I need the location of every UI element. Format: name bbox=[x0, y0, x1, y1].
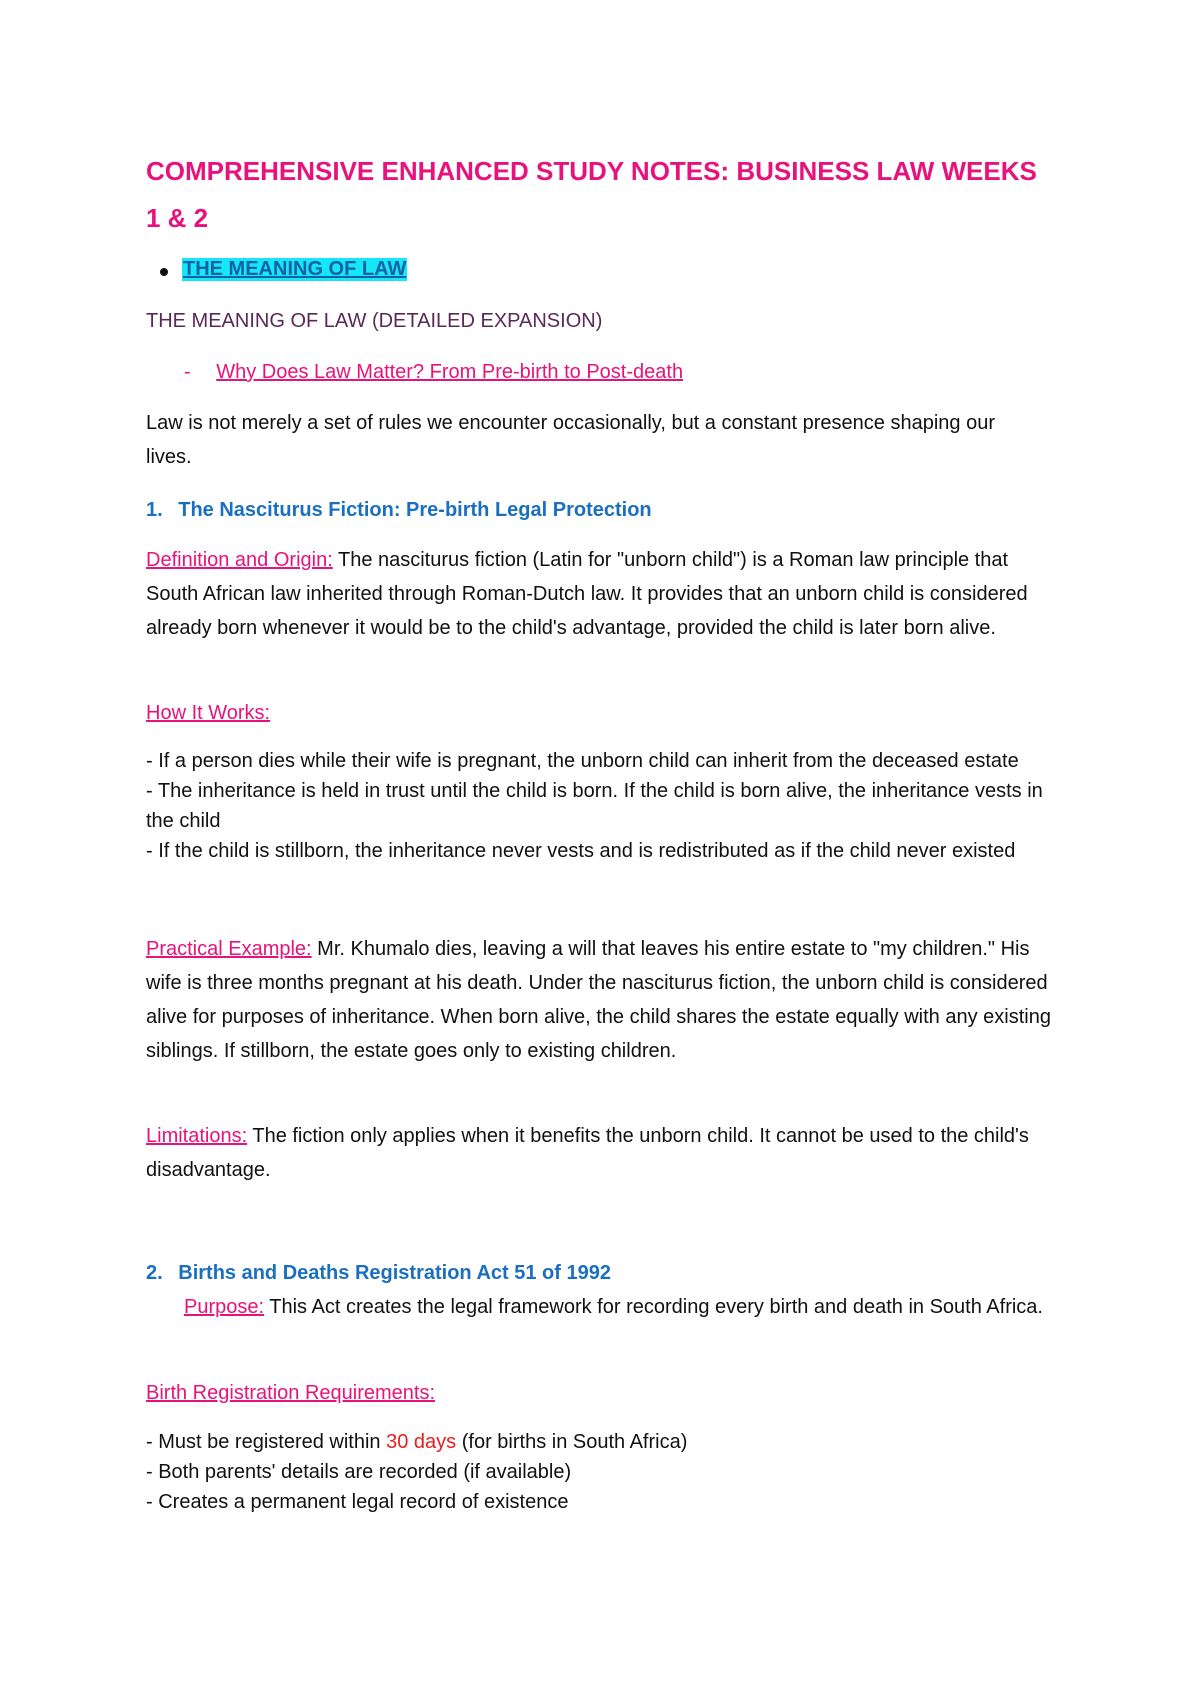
dash-marker: - bbox=[184, 361, 191, 383]
list-item: - If a person dies while their wife is pregnant, the unborn child can inherit from the deceased estate bbox=[146, 750, 1019, 772]
list-item bbox=[146, 1427, 687, 1457]
section-2-heading bbox=[146, 1256, 611, 1290]
birth-requirements-list bbox=[146, 1427, 687, 1517]
definition-paragraph bbox=[146, 543, 1061, 645]
purpose-paragraph bbox=[184, 1290, 1064, 1324]
definition-label: Definition and Origin: bbox=[146, 549, 333, 571]
limitations-paragraph bbox=[146, 1119, 1071, 1187]
section-2-title: Births and Deaths Registration Act 51 of 1992 bbox=[178, 1262, 611, 1284]
list-item: - The inheritance is held in trust until the child is born. If the child is born alive, the inheritance vests in the child bbox=[146, 780, 1043, 832]
how-it-works-label: How It Works: bbox=[146, 702, 271, 724]
list-item: - Both parents' details are recorded (if available) bbox=[146, 1461, 572, 1483]
example-paragraph bbox=[146, 932, 1061, 1068]
bullet-dot-icon bbox=[160, 268, 168, 276]
document-title: COMPREHENSIVE ENHANCED STUDY NOTES: BUSINESS LAW WEEKS 1 & 2 bbox=[146, 156, 1037, 233]
section-1-heading bbox=[146, 493, 652, 527]
how-it-works-list bbox=[146, 746, 1046, 866]
dash-list-item bbox=[184, 355, 683, 389]
purpose-label: Purpose: bbox=[184, 1296, 265, 1318]
example-label: Practical Example: bbox=[146, 938, 312, 960]
limitations-text: The fiction only applies when it benefits the unborn child. It cannot be used to the child's disadvantage. bbox=[146, 1125, 1029, 1181]
section-2-number: 2. bbox=[146, 1262, 163, 1284]
req1-after: (for births in South Africa) bbox=[456, 1431, 688, 1453]
section-1-title: The Nasciturus Fiction: Pre-birth Legal Protection bbox=[178, 499, 652, 521]
list-item: - Creates a permanent legal record of existence bbox=[146, 1491, 569, 1513]
intro-paragraph: Law is not merely a set of rules we encounter occasionally, but a constant presence shaping our lives. bbox=[146, 412, 995, 468]
purpose-text: This Act creates the legal framework for recording every birth and death in South Africa. bbox=[264, 1296, 1043, 1318]
req1-before: - Must be registered within bbox=[146, 1431, 387, 1453]
subheading: THE MEANING OF LAW (DETAILED EXPANSION) bbox=[146, 310, 603, 332]
list-item: - If the child is stillborn, the inheritance never vests and is redistributed as if the child never existed bbox=[146, 840, 1016, 862]
dash-item-label: Why Does Law Matter? From Pre-birth to Post-death bbox=[216, 361, 684, 383]
section-1-number: 1. bbox=[146, 499, 163, 521]
definition-text: The nasciturus fiction (Latin for "unborn child") is a Roman law principle that South African law inherited through Roman-Dutch law. It provides that an unborn child is considered already born whenever it would be to the child's advantage, provided the child is later born alive. bbox=[146, 549, 1028, 639]
birth-requirements-label: Birth Registration Requirements: bbox=[146, 1382, 436, 1404]
example-text: Mr. Khumalo dies, leaving a will that leaves his entire estate to "my children." His wife is three months pregnant at his death. Under the nasciturus fiction, the unborn child is considered alive for purposes of inheritance. When born alive, the child shares the estate equally with any existing siblings. If stillborn, the estate goes only to existing children. bbox=[146, 938, 1051, 1062]
req1-highlight: 30 days bbox=[386, 1431, 457, 1453]
limitations-label: Limitations: bbox=[146, 1125, 248, 1147]
highlighted-heading: THE MEANING OF LAW bbox=[183, 258, 407, 280]
